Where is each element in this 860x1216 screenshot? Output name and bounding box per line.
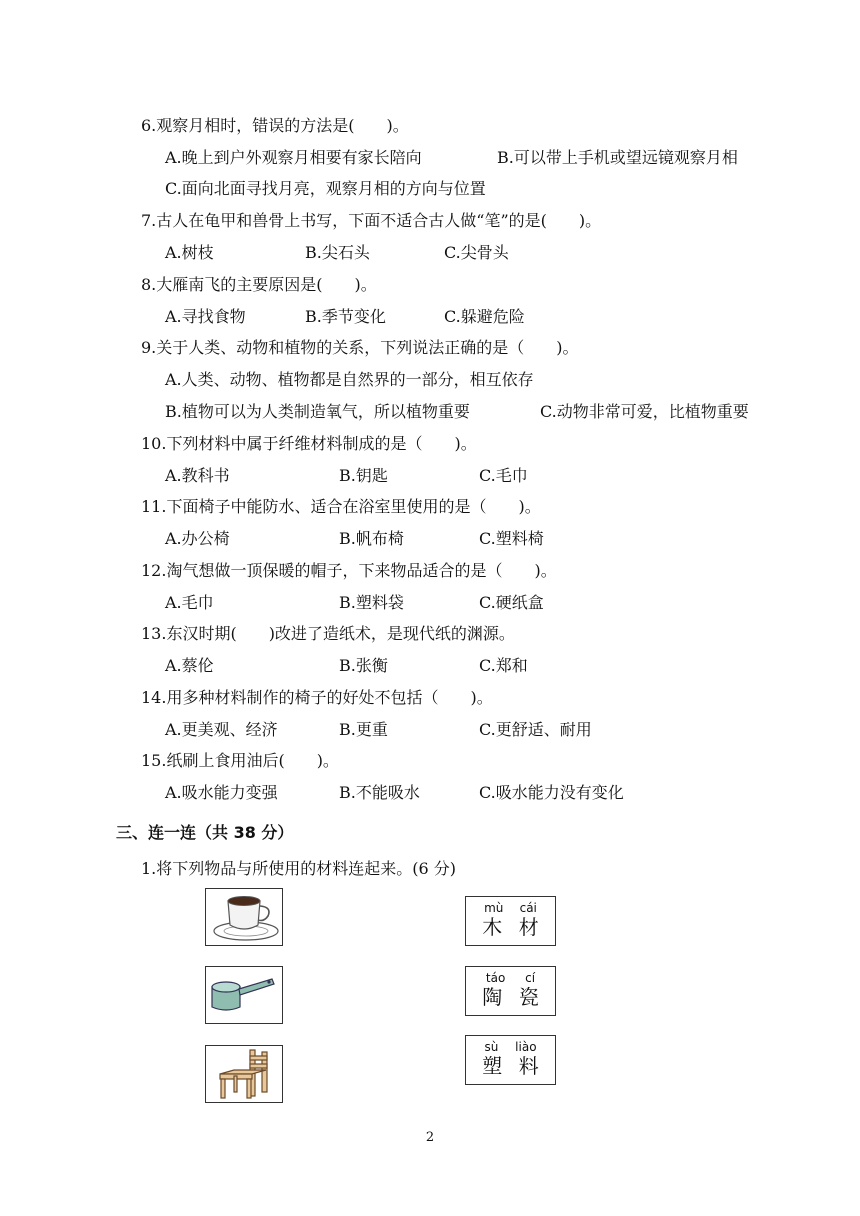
option-7c: C.尖骨头: [444, 243, 509, 262]
material-card-plastic: [465, 1035, 556, 1085]
pinyin: mù: [484, 901, 504, 915]
option-14b: B.更重: [339, 720, 388, 739]
chair-picture: [205, 1045, 283, 1103]
hanzi: 瓷: [518, 985, 539, 1009]
option-12a: A.毛巾: [165, 593, 214, 612]
option-7b: B.尖石头: [305, 243, 370, 262]
option-15c: C.吸水能力没有变化: [479, 783, 624, 802]
option-6c: C.面向北面寻找月亮，观察月相的方向与位置: [165, 179, 486, 198]
option-14c: C.更舒适、耐用: [479, 720, 592, 739]
coffee-cup-icon: [206, 889, 282, 945]
option-11b: B.帆布椅: [339, 529, 404, 548]
question-9: 9.关于人类、动物和植物的关系，下列说法正确的是（ )。: [141, 338, 579, 357]
material-card-ceramic: [465, 966, 556, 1016]
option-6a: A.晚上到户外观察月相要有家长陪向: [165, 148, 422, 167]
option-12b: B.塑料袋: [339, 593, 404, 612]
option-15a: A.吸水能力变强: [165, 783, 278, 802]
hanzi: 材: [518, 915, 539, 939]
hanzi: 陶: [482, 985, 503, 1009]
material-card-wood: [465, 896, 556, 946]
question-8: 8.大雁南飞的主要原因是( )。: [141, 275, 377, 294]
option-9b: B.植物可以为人类制造氧气，所以植物重要: [165, 402, 470, 421]
question-11: 11.下面椅子中能防水、适合在浴室里使用的是（ )。: [141, 497, 541, 516]
pinyin: liào: [515, 1040, 537, 1054]
wooden-chair-icon: [206, 1046, 282, 1102]
hanzi: 木: [482, 915, 503, 939]
pinyin: cí: [525, 971, 536, 985]
question-6: 6.观察月相时，错误的方法是( )。: [141, 116, 409, 135]
ladle-picture: [205, 966, 283, 1024]
hanzi: 塑: [482, 1054, 503, 1078]
option-12c: C.硬纸盒: [479, 593, 544, 612]
option-9a: A.人类、动物、植物都是自然界的一部分，相互依存: [165, 370, 534, 389]
option-7a: A.树枝: [165, 243, 214, 262]
question-13: 13.东汉时期( )改进了造纸术，是现代纸的渊源。: [141, 624, 515, 643]
option-13c: C.郑和: [479, 656, 528, 675]
question-10: 10.下列材料中属于纤维材料制成的是（ )。: [141, 434, 477, 453]
option-14a: A.更美观、经济: [165, 720, 278, 739]
option-13b: B.张衡: [339, 656, 388, 675]
option-10a: A.教科书: [165, 466, 230, 485]
hanzi: 料: [518, 1054, 539, 1078]
question-s3-1: 1.将下列物品与所使用的材料连起来。(6 分): [141, 859, 457, 878]
page-number: 2: [425, 1130, 435, 1145]
ladle-icon: [206, 967, 282, 1023]
option-11a: A.办公椅: [165, 529, 230, 548]
section-heading: 三、连一连（共 38 分）: [116, 823, 294, 842]
option-8c: C.躲避危险: [444, 307, 525, 326]
pinyin: cái: [519, 901, 537, 915]
option-8a: A.寻找食物: [165, 307, 246, 326]
option-10b: B.钥匙: [339, 466, 388, 485]
question-15: 15.纸刷上食用油后( )。: [141, 751, 339, 770]
option-11c: C.塑料椅: [479, 529, 544, 548]
coffee-cup-picture: [205, 888, 283, 946]
option-15b: B.不能吸水: [339, 783, 420, 802]
question-12: 12.淘气想做一顶保暖的帽子，下来物品适合的是（ )。: [141, 561, 557, 580]
option-13a: A.蔡伦: [165, 656, 214, 675]
pinyin: táo: [485, 971, 506, 985]
pinyin: sù: [484, 1040, 499, 1054]
option-6b: B.可以带上手机或望远镜观察月相: [497, 148, 738, 167]
option-10c: C.毛巾: [479, 466, 528, 485]
option-9c: C.动物非常可爱，比植物重要: [540, 402, 749, 421]
question-7: 7.古人在龟甲和兽骨上书写，下面不适合古人做“笔”的是( )。: [141, 211, 602, 230]
option-8b: B.季节变化: [305, 307, 386, 326]
question-14: 14.用多种材料制作的椅子的好处不包括（ )。: [141, 688, 493, 707]
